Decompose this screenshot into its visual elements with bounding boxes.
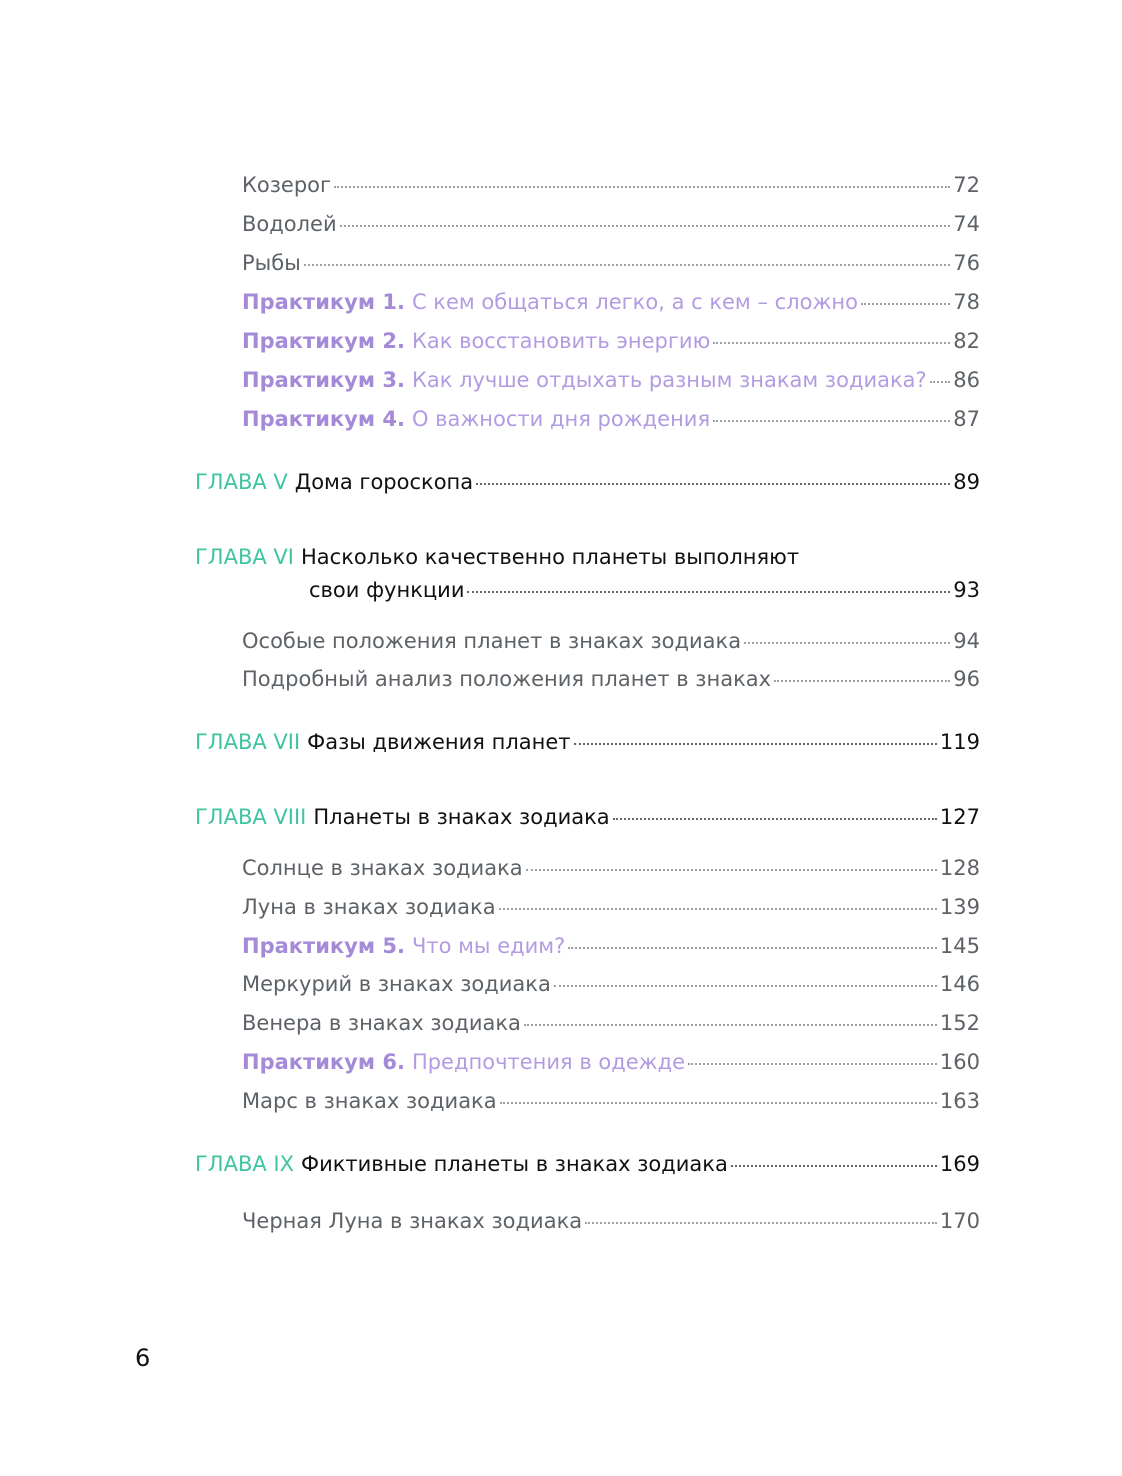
entry-title: Черная Луна в знаках зодиака <box>242 1209 583 1233</box>
entry-page: 139 <box>939 895 980 919</box>
dot-leader <box>731 1165 937 1167</box>
entry-title: Водолей <box>242 212 337 236</box>
dot-leader <box>526 869 937 871</box>
chapter-title: Дома гороскопа <box>294 470 474 494</box>
entry-page: 94 <box>953 629 980 653</box>
entry-title: Как восстановить энергию <box>411 329 711 353</box>
entry-title: С кем общаться легко, а с кем – сложно <box>411 290 858 314</box>
chapter-title: Фазы движения планет <box>307 730 571 754</box>
dot-leader <box>713 420 950 422</box>
toc-entry-practicum[interactable] <box>242 934 980 959</box>
entry-title: Марс в знаках зодиака <box>242 1089 497 1113</box>
toc-entry[interactable] <box>242 173 980 198</box>
toc-entry-practicum[interactable] <box>242 407 980 432</box>
page-number: 6 <box>135 1344 151 1372</box>
entry-title: Как лучше отдыхать разным знакам зодиака? <box>411 368 927 392</box>
toc-entry-practicum[interactable] <box>242 329 980 354</box>
toc-chapter[interactable] <box>195 730 980 755</box>
dot-leader <box>585 1222 937 1224</box>
entry-title: Что мы едим? <box>411 934 566 958</box>
entry-page: 152 <box>939 1011 980 1035</box>
toc-chapter[interactable] <box>195 805 980 830</box>
entry-page: 86 <box>953 368 980 392</box>
dot-leader <box>554 985 937 987</box>
entry-title: Луна в знаках зодиака <box>242 895 496 919</box>
toc-entry[interactable] <box>242 667 980 692</box>
chapter-title: Планеты в знаках зодиака <box>313 805 610 829</box>
dot-leader <box>688 1063 937 1065</box>
dot-leader <box>500 1102 937 1104</box>
toc-chapter[interactable] <box>195 545 799 570</box>
dot-leader <box>476 483 950 485</box>
entry-title: Особые положения планет в знаках зодиака <box>242 629 742 653</box>
toc-entry-practicum[interactable] <box>242 368 980 393</box>
practicum-label: Практикум 2. <box>242 329 405 353</box>
toc-entry-practicum[interactable] <box>242 290 980 315</box>
toc-entry[interactable] <box>242 972 980 997</box>
dot-leader <box>568 947 937 949</box>
entry-page: 146 <box>939 972 980 996</box>
entry-title: Подробный анализ положения планет в знаках <box>242 667 772 691</box>
dot-leader <box>574 743 937 745</box>
practicum-label: Практикум 3. <box>242 368 405 392</box>
dot-leader <box>304 264 950 266</box>
entry-page: 72 <box>953 173 980 197</box>
chapter-label: ГЛАВА IX <box>195 1152 294 1176</box>
entry-page: 96 <box>953 667 980 691</box>
chapter-label: ГЛАВА VIII <box>195 805 307 829</box>
dot-leader <box>340 225 951 227</box>
entry-title: Предпочтения в одежде <box>411 1050 686 1074</box>
entry-page: 128 <box>939 856 980 880</box>
chapter-page: 89 <box>953 470 980 494</box>
dot-leader <box>499 908 937 910</box>
entry-page: 76 <box>953 251 980 275</box>
practicum-label: Практикум 1. <box>242 290 405 314</box>
toc-entry-practicum[interactable] <box>242 1050 980 1075</box>
entry-page: 163 <box>939 1089 980 1113</box>
chapter-title: Фиктивные планеты в знаках зодиака <box>301 1152 728 1176</box>
toc-chapter[interactable] <box>195 1152 980 1177</box>
chapter-page: 127 <box>939 805 980 829</box>
toc-entry[interactable] <box>242 1011 980 1036</box>
entry-title: Рыбы <box>242 251 301 275</box>
entry-title: Меркурий в знаках зодиака <box>242 972 551 996</box>
entry-page: 78 <box>953 290 980 314</box>
entry-title: Солнце в знаках зодиака <box>242 856 523 880</box>
dot-leader <box>930 381 951 383</box>
dot-leader <box>774 680 950 682</box>
chapter-label: ГЛАВА V <box>195 470 288 494</box>
entry-page: 87 <box>953 407 980 431</box>
chapter-page: 93 <box>953 578 980 602</box>
chapter-page: 169 <box>939 1152 980 1176</box>
entry-page: 170 <box>939 1209 980 1233</box>
dot-leader <box>467 591 950 593</box>
entry-page: 82 <box>953 329 980 353</box>
dot-leader <box>861 303 950 305</box>
toc-entry[interactable] <box>242 895 980 920</box>
dot-leader <box>744 642 950 644</box>
practicum-label: Практикум 4. <box>242 407 405 431</box>
dot-leader <box>334 186 950 188</box>
toc-entry[interactable] <box>242 1089 980 1114</box>
toc-entry[interactable] <box>242 251 980 276</box>
practicum-label: Практикум 5. <box>242 934 405 958</box>
toc-entry[interactable] <box>242 856 980 881</box>
entry-page: 145 <box>939 934 980 958</box>
dot-leader <box>524 1024 937 1026</box>
toc-entry[interactable] <box>242 1209 980 1234</box>
toc-chapter[interactable] <box>195 470 980 495</box>
dot-leader <box>713 342 950 344</box>
toc-entry[interactable] <box>242 629 980 654</box>
chapter-page: 119 <box>939 730 980 754</box>
toc-chapter-continuation[interactable] <box>309 578 980 603</box>
entry-title: Козерог <box>242 173 332 197</box>
entry-title: Венера в знаках зодиака <box>242 1011 521 1035</box>
entry-page: 160 <box>939 1050 980 1074</box>
chapter-label: ГЛАВА VI <box>195 545 294 569</box>
chapter-title: Насколько качественно планеты выполняют <box>300 545 800 569</box>
entry-title: О важности дня рождения <box>411 407 711 431</box>
dot-leader <box>613 818 937 820</box>
chapter-title-continued: свои функции <box>309 578 465 602</box>
toc-entry[interactable] <box>242 212 980 237</box>
entry-page: 74 <box>953 212 980 236</box>
practicum-label: Практикум 6. <box>242 1050 405 1074</box>
chapter-label: ГЛАВА VII <box>195 730 301 754</box>
